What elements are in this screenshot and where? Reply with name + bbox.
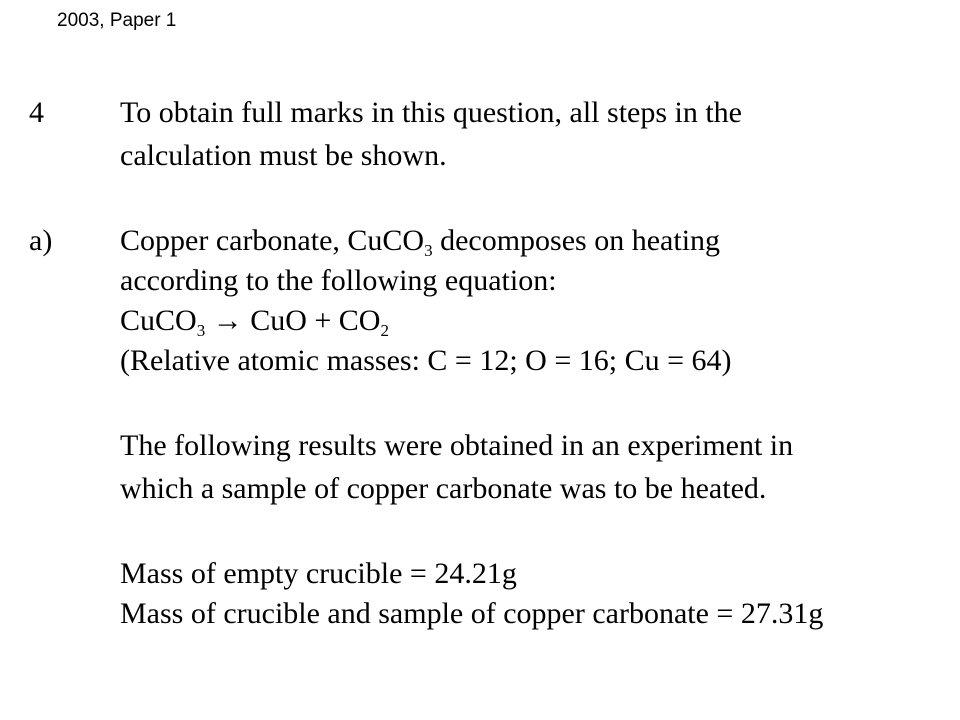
equation-middle: → CuO + CO	[205, 304, 381, 337]
mass-crucible-and-sample: Mass of crucible and sample of copper carbonate = 27.31g	[120, 597, 824, 630]
part-a-line-1-suffix: decomposes on heating	[432, 224, 721, 257]
part-a-label: a)	[29, 224, 53, 257]
equation-product-subscript: 2	[380, 321, 389, 340]
chemical-equation	[120, 304, 389, 338]
mass-empty-crucible: Mass of empty crucible = 24.21g	[120, 557, 517, 590]
equation-reactant: CuCO	[120, 304, 197, 337]
part-a-line-1-prefix: Copper carbonate, CuCO	[120, 224, 425, 257]
results-line-2: which a sample of copper carbonate was to be heated.	[120, 472, 767, 505]
paper-header: 2003, Paper 1	[57, 10, 177, 31]
atomic-masses-line: (Relative atomic masses: C = 12; O = 16; Cu = 64)	[120, 344, 732, 377]
question-intro-line-2: calculation must be shown.	[120, 139, 447, 172]
equation-reactant-subscript: 3	[196, 321, 206, 340]
part-a-line-2: according to the following equation:	[120, 264, 557, 297]
question-intro-line-1: To obtain full marks in this question, all steps in the	[120, 96, 743, 129]
part-a-line-1	[120, 224, 720, 258]
part-a-line-1-subscript: 3	[424, 241, 433, 260]
results-line-1: The following results were obtained in an experiment in	[120, 429, 794, 462]
question-number: 4	[29, 96, 44, 129]
